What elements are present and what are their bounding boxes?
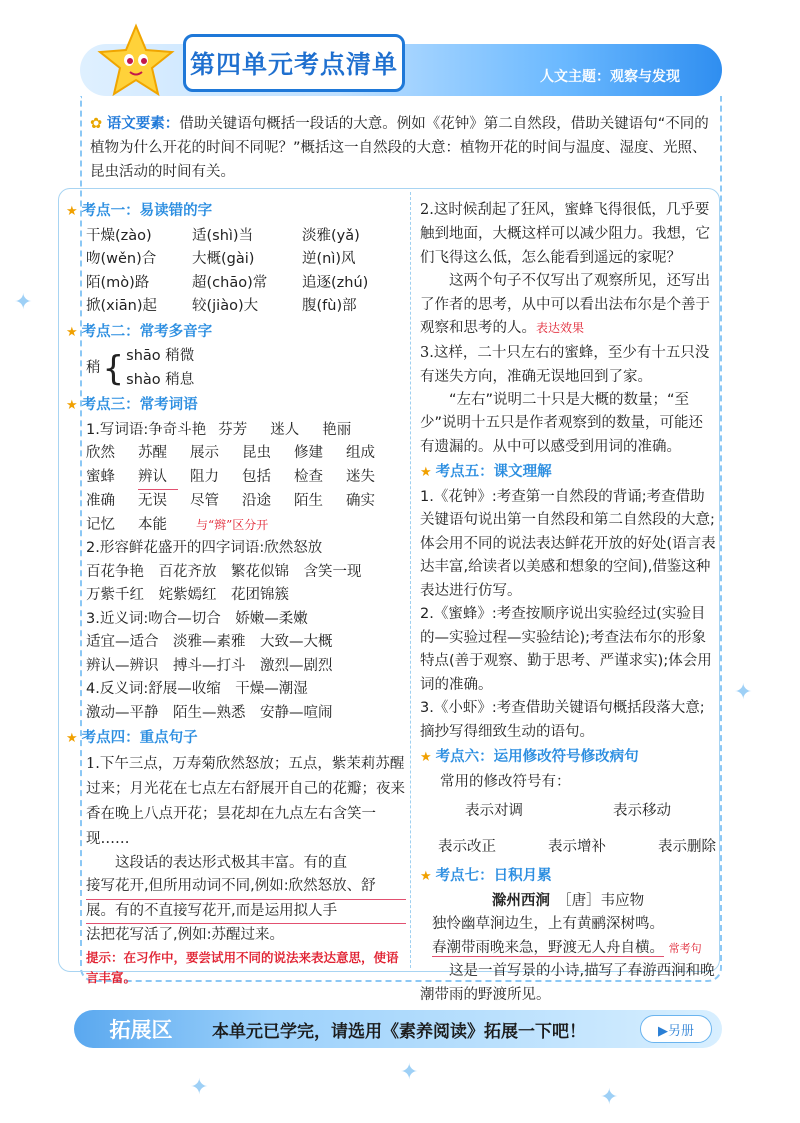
text-line: 百花争艳 百花齐放 繁花似锦 含笑一现 <box>86 563 362 580</box>
polyphone-reading: shāo 稍微 <box>126 348 195 364</box>
word-row: 准确 无误 尽管 沿途 陌生 确实 <box>86 493 375 509</box>
key-sentence: 2.这时候刮起了狂风，蜜蜂飞得很低，几乎要触到地面，大概这样可以减少阻力。我想，它们飞得这么低，怎么能看到遥远的家呢？ <box>420 202 710 266</box>
mark-correct: 表示改正 <box>438 838 496 855</box>
mark-insert: 表示增补 <box>548 838 606 855</box>
pinyin-row: 干燥(zào) 适(shì)当 淡雅(yǎ) <box>86 227 360 244</box>
sparkle-icon: ✦ <box>734 680 753 705</box>
intro-label: 语文要素： <box>106 116 180 132</box>
sparkle-icon: ✦ <box>190 1075 209 1100</box>
section-heading: ★ 考点七：日积月累 <box>420 865 716 889</box>
text-line: 3.近义词:吻合—切合 娇嫩—柔嫩 <box>86 610 308 627</box>
text-line: 万紫千红 姹紫嫣红 花团锦簇 <box>86 587 289 603</box>
poem-comment: 这是一首写景的小诗,描写了春游西涧和晚潮带雨的野渡所见。 <box>420 963 715 1003</box>
revision-marks-row <box>420 830 716 864</box>
brace-icon: { <box>102 348 125 389</box>
revision-marks-row <box>420 794 716 830</box>
mark-delete: 表示删除 <box>658 838 716 855</box>
handwritten-note: 与“辫”区分开 <box>196 517 269 532</box>
poem-heading <box>420 890 716 914</box>
section-heading: ★ 考点三：常考词语 <box>66 394 406 418</box>
section-heading: ★ 考点四：重点句子 <box>66 727 406 751</box>
extension-text: 本单元已学完，请选用《素养阅读》拓展一下吧！ <box>212 1022 586 1042</box>
analysis: 这段话的表达形式极其丰富。有的直 接写花开,但所用动词不同,例如:欣然怒放、舒 展。有的不直接写花开,而是运用拟人手 法把花写活了,例如:苏醒过来。 <box>66 852 406 948</box>
pinyin-row: 陌(mò)路 超(chāo)常 追逐(zhú) <box>86 274 369 291</box>
sparkle-icon: ✦ <box>400 1060 419 1085</box>
polyphone-char: 稍 <box>86 359 101 376</box>
text-line: 4.反义词:舒展—收缩 干燥—潮湿 <box>86 681 308 697</box>
word-row: 1.写词语: 争奇斗艳 芬芳 迷人 艳丽 <box>86 421 352 438</box>
poem-line: 独怜幽草涧边生，上有黄鹂深树鸣。 <box>432 916 664 932</box>
column-divider <box>410 192 411 968</box>
extension-tag: 拓展区 <box>109 1018 173 1042</box>
text-line: 常用的修改符号有： <box>440 773 571 790</box>
polyphone-reading: shào 稍息 <box>126 371 195 388</box>
poem-line: 春潮带雨晚来急，野渡无人舟自横。 常考句 <box>432 939 702 956</box>
intro-text: 借助关键语句概括一段话的大意。例如《花钟》第二自然段，借助关键语句“不同的植物为什么开花的时间不同呢？”概括这一自然段的大意：植物开花的时间与温度、湿度、光照、昆虫活动的时间有关。 <box>90 116 709 180</box>
sparkle-icon: ✦ <box>14 290 33 315</box>
key-sentence: 1.下午三点，万寿菊欣然怒放；五点，紫茉莉苏醒过来；月光花在七点左右舒展开自己的花瓣；夜来香在晚上八点开花；昙花却在九点左右含笑一现…… <box>86 755 405 847</box>
section-heading: ★ 考点二：常考多音字 <box>66 321 406 345</box>
text-line: 适宜—适合 淡雅—素雅 大致—大概 <box>86 634 333 650</box>
star-icon: ★ <box>66 731 78 746</box>
star-icon: ★ <box>66 204 78 219</box>
section-heading: ★ 考点六：运用修改符号修改病句 <box>420 746 716 770</box>
handwritten-note: 常考句 <box>668 941 702 955</box>
star-icon: ★ <box>66 398 78 413</box>
section-heading: ★ 考点五：课文理解 <box>420 461 716 485</box>
mark-move: 表示移动 <box>613 803 671 819</box>
flower-icon: ✿ <box>90 116 103 132</box>
word-row: 记忆 本能 与“辫”区分开 <box>66 514 406 538</box>
unit-title-box <box>183 34 405 92</box>
extension-button[interactable]: ▶另册 <box>640 1015 712 1043</box>
star-icon: ★ <box>420 465 432 480</box>
pinyin-row: 掀(xiān)起 较(jiào)大 腹(fù)部 <box>86 298 357 314</box>
text-para: 1.《花钟》:考查第一自然段的背诵;考查借助关键语句说出第一自然段和第二自然段的大意;体会用不同的说法表达鲜花开放的好处(语言表达丰富,给读者以美感和想象的空间),借鉴这种表达进行仿写。 <box>420 488 716 599</box>
star-icon: ★ <box>420 869 432 884</box>
left-column <box>66 198 406 988</box>
intro-block <box>90 112 715 184</box>
star-icon: ★ <box>420 750 432 765</box>
right-column <box>420 198 716 1007</box>
pinyin-row: 吻(wěn)合 大概(gài) 逆(nì)风 <box>86 251 356 267</box>
handwritten-note: 表达效果 <box>536 321 585 335</box>
star-icon: ★ <box>66 324 78 340</box>
word-row: 欣然 苏醒 展示 昆虫 修建 组成 <box>86 445 375 461</box>
poem-title: 滁州西涧 <box>491 892 550 909</box>
star-mascot-icon <box>96 22 176 102</box>
section-heading: ★ 考点一：易读错的字 <box>66 200 406 224</box>
text-para: 3.《小虾》:考查借助关键语句概括段落大意;摘抄写得细致生动的语句。 <box>420 700 705 740</box>
tip-note: 提示：在习作中，要尝试用不同的说法来表达意思，使语言丰富。 <box>86 949 399 985</box>
analysis: “左右”说明二十只是大概的数量；“至少”说明十五只是作者观察到的数量，可能还有遗漏的。从中可以感受到用词的准确。 <box>420 391 704 455</box>
mark-swap: 表示对调 <box>465 803 523 819</box>
text-line: 2.形容鲜花盛开的四字词语:欣然怒放 <box>86 540 323 556</box>
word-row: 蜜蜂 辨认 阻力 包括 检查 迷失 <box>66 466 406 491</box>
poem-author: ［唐］韦应物 <box>564 892 645 909</box>
key-sentence: 3.这样，二十只左右的蜜蜂，至少有十五只没有迷失方向，准确无误地回到了家。 <box>420 344 710 385</box>
theme-label: 人文主题：观察与发现 <box>540 69 680 85</box>
page-title: 第四单元考点清单 <box>189 50 398 79</box>
text-para: 2.《蜜蜂》:考查按顺序说出实验经过(实验目的—实验过程—实验结论);考查法布尔的形象特点(善于观察、勤于思考、严谨求实);体会用词的准确。 <box>420 606 712 693</box>
polyphone-entry <box>66 345 406 392</box>
text-line: 激动—平静 陌生—熟悉 安静—喧闹 <box>86 704 333 721</box>
text-line: 辨认—辨识 搏斗—打斗 激烈—剧烈 <box>86 657 333 674</box>
sparkle-icon: ✦ <box>600 1085 619 1110</box>
analysis: 这两个句子不仅写出了观察所见，还写出了作者的思考，从中可以看出法布尔是个善于观察和思考的人。表达效果 <box>420 273 710 336</box>
